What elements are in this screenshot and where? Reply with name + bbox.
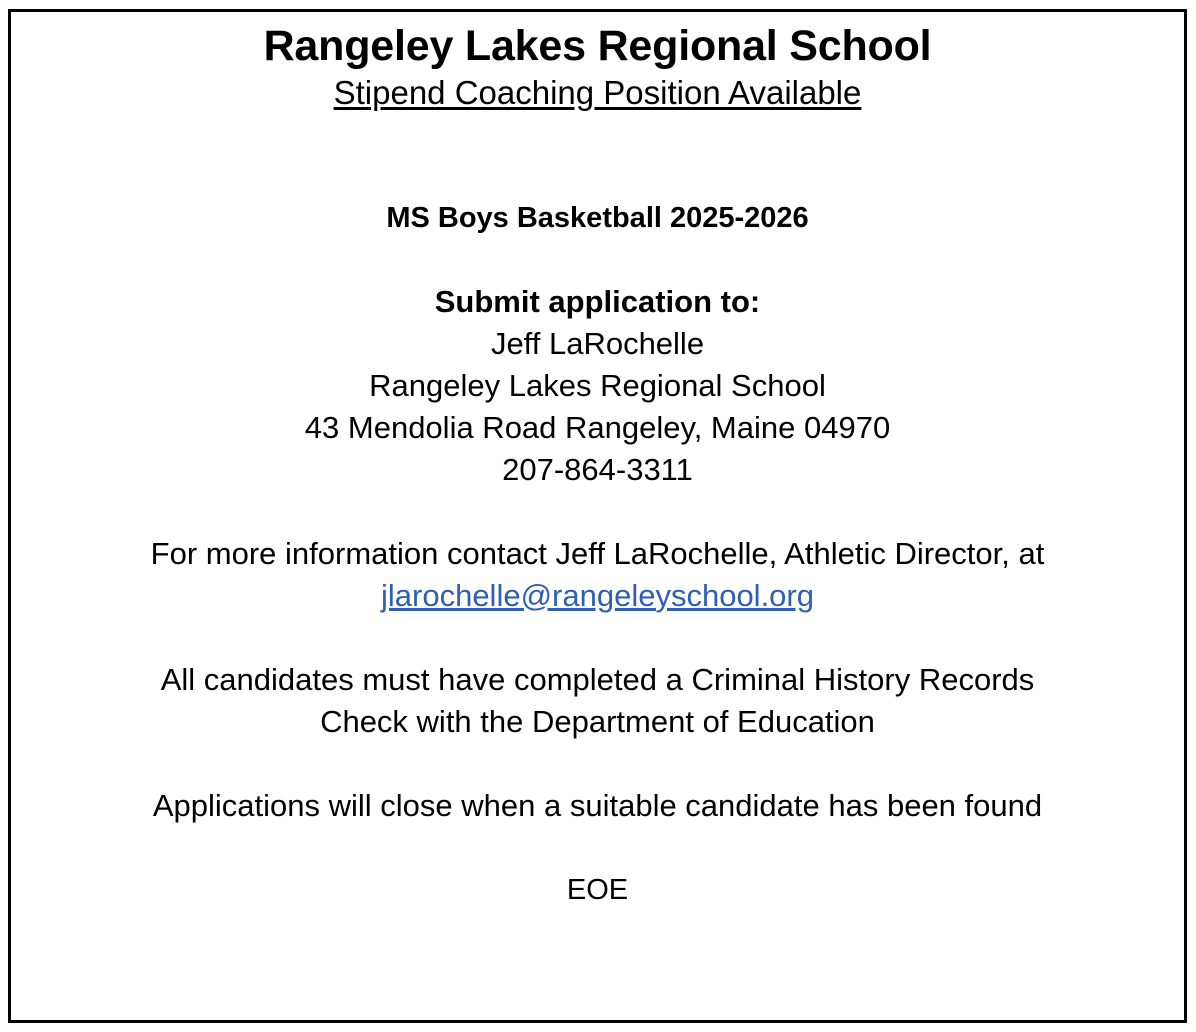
contact-organization: Rangeley Lakes Regional School bbox=[369, 367, 826, 403]
eoe-statement: EOE bbox=[566, 873, 629, 906]
contact-phone: 207-864-3311 bbox=[502, 451, 693, 487]
requirements-line-2: Check with the Department of Education bbox=[320, 703, 875, 739]
spacer-after-position bbox=[11, 239, 1184, 281]
submit-application-heading: Submit application to: bbox=[434, 283, 761, 319]
spacer-after-submission bbox=[11, 491, 1184, 533]
more-info-text: For more information contact Jeff LaRochelle, Athletic Director, at bbox=[150, 535, 1045, 571]
spacer-after-requirements bbox=[11, 743, 1184, 785]
more-info-block bbox=[11, 533, 1184, 617]
requirements-line-1: All candidates must have completed a Criminal History Records bbox=[160, 661, 1035, 697]
school-name-heading: Rangeley Lakes Regional School bbox=[263, 22, 932, 70]
position-title: MS Boys Basketball 2025-2026 bbox=[386, 201, 809, 234]
spacer-before-eoe bbox=[11, 827, 1184, 869]
submission-block bbox=[11, 281, 1184, 491]
posting-subtitle: Stipend Coaching Position Available bbox=[333, 73, 862, 111]
spacer-after-header bbox=[11, 113, 1184, 197]
email-link-row bbox=[11, 575, 1184, 617]
application-closing-statement: Applications will close when a suitable candidate has been found bbox=[152, 787, 1043, 823]
requirements-block bbox=[11, 659, 1184, 743]
flyer-border-frame bbox=[8, 9, 1187, 1023]
contact-email-link[interactable]: jlarochelle@rangeleyschool.org bbox=[381, 577, 814, 613]
flyer-content bbox=[11, 24, 1184, 911]
contact-address: 43 Mendolia Road Rangeley, Maine 04970 bbox=[304, 409, 891, 445]
contact-name: Jeff LaRochelle bbox=[490, 325, 705, 361]
spacer-after-more-info bbox=[11, 617, 1184, 659]
